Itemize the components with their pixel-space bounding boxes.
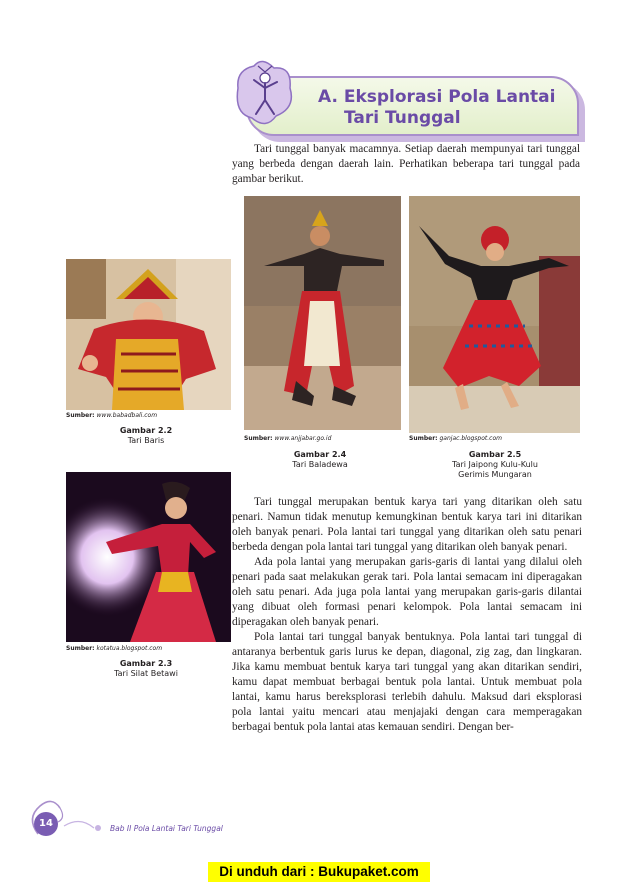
- fig25-number: Gambar 2.5: [468, 450, 522, 459]
- body-paragraph-1: Tari tunggal merupakan bentuk karya tari yang ditarikan oleh satu penari. Namun tidak menutup kemungkinan bentuk karya tari ini ditarikan oleh banyak penari. Pola lantai tari tunggal yang ditarikan oleh satu penari berbeda dengan pola lantai tari tunggal yang ditarikan oleh banyak penari.: [232, 496, 582, 553]
- fig24-caption: [265, 450, 375, 470]
- fig23-title: Tari Silat Betawi: [114, 669, 178, 678]
- fig25-source: Sumber: ganjac.blogspot.com: [409, 435, 502, 442]
- fig23-caption: [91, 659, 201, 679]
- fig24-title: Tari Baladewa: [292, 460, 348, 469]
- fig22-source: Sumber: www.babadbali.com: [66, 412, 158, 419]
- fig22-number: Gambar 2.2: [119, 426, 173, 435]
- footer-swirl-icon: [24, 788, 104, 840]
- photo-tari-baris: [66, 259, 231, 410]
- section-title: [318, 87, 568, 129]
- body-text: [232, 495, 582, 735]
- fig24-source: Sumber: www.anjjabar.go.id: [244, 435, 332, 442]
- fig25-title-line2: Gerimis Mungaran: [458, 470, 532, 479]
- photo-tari-baladewa: [244, 196, 401, 430]
- intro-paragraph: Tari tunggal banyak macamnya. Setiap daerah mempunyai tari tunggal yang berbeda dengan daerah lain. Perhatikan beberapa tari tunggal pada gambar berikut.: [232, 143, 580, 185]
- download-source-banner: Di unduh dari : Bukupaket.com: [208, 862, 430, 882]
- photo-tari-jaipong: [409, 196, 580, 433]
- fig22-caption: [91, 426, 201, 446]
- fig24-number: Gambar 2.4: [293, 450, 347, 459]
- fig23-number: Gambar 2.3: [119, 659, 173, 668]
- section-title-line2: Tari Tunggal: [344, 108, 461, 128]
- body-paragraph-3: Pola lantai tari tunggal banyak bentuknya. Pola lantai tari tunggal di antaranya berbentuk garis lurus ke depan, diagonal, zig zag, dan lingkaran. Jika kamu membuat bentuk karya tari tunggal yang akan ditarikan sendiri, kamu dapat membuat berbagai bentuk pola lantai. Untuk membuat pola lantai, kamu harus bereksplorasi terlebih dahulu. Maksud dari eksplorasi pola lantai yaitu mencari atau menjajaki dengan cara memperagakan berbagai bentuk pola lantai atas kemauan sendiri. Dengan ber-: [232, 631, 582, 733]
- fig25-caption: [430, 450, 560, 480]
- section-title-line1: A. Eksplorasi Pola Lantai: [318, 87, 556, 107]
- photo-tari-silat-betawi: [66, 472, 231, 642]
- dancer-emblem-icon: [232, 58, 302, 130]
- page-number: 14: [34, 812, 58, 836]
- footer-chapter-title: Bab II Pola Lantai Tari Tunggal: [110, 824, 223, 833]
- body-paragraph-2: Ada pola lantai yang merupakan garis-garis di lantai yang dilalui oleh penari pada saat melakukan gerak tari. Pola lantai semacam ini diperagakan oleh satu penari. Ada juga pola lantai yang merupakan garis-garis dilantai yang dibuat oleh formasi penari kelompok. Pola lantai semacam ini diperagakan oleh banyak penari.: [232, 556, 582, 628]
- fig22-title: Tari Baris: [127, 436, 165, 445]
- fig25-title-line1: Tari Jaipong Kulu-Kulu: [452, 460, 538, 469]
- fig23-source: Sumber: kotatua.blogspot.com: [66, 645, 163, 652]
